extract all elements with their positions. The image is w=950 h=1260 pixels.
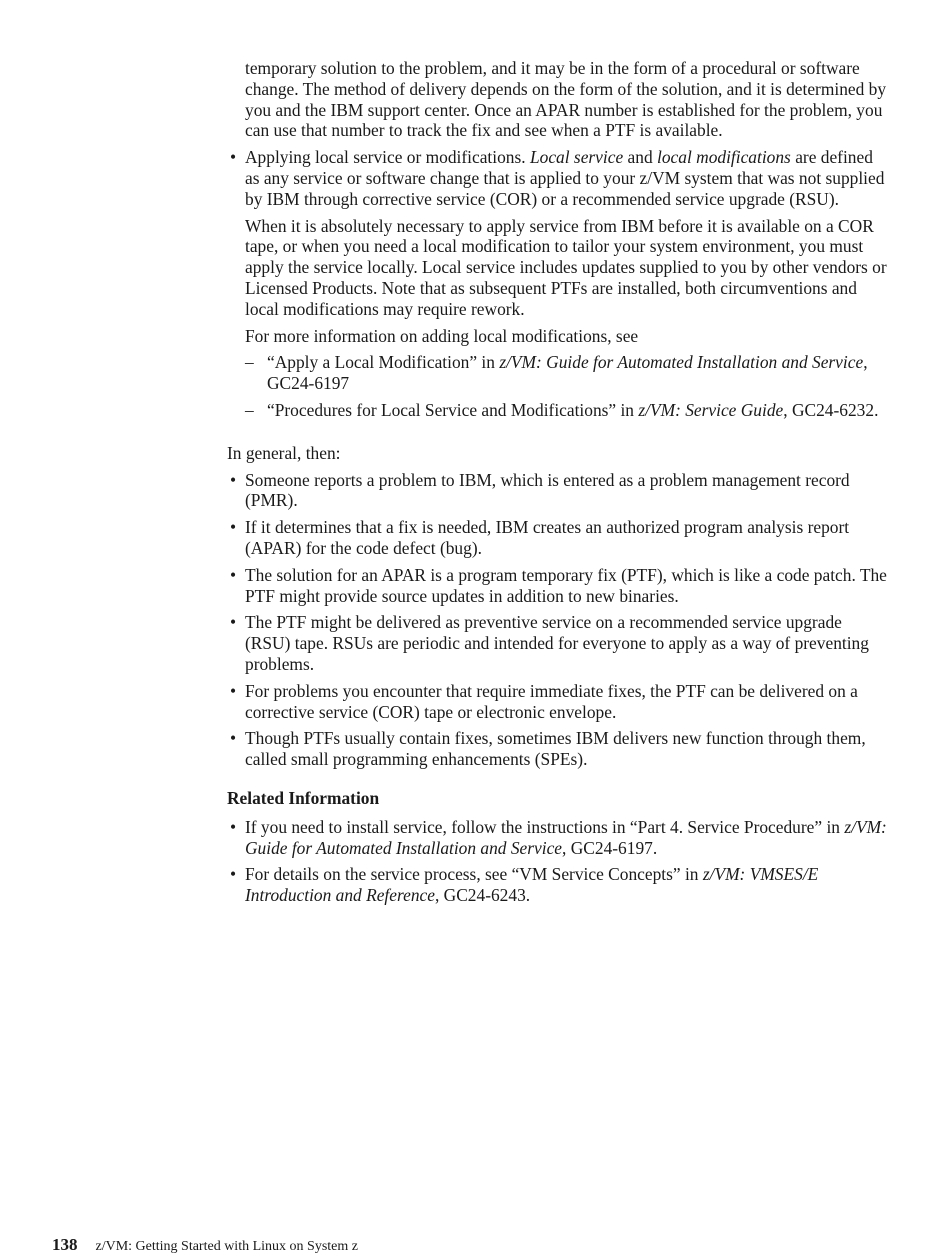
list-item <box>227 681 887 723</box>
bullet: • <box>229 816 237 837</box>
list-item <box>227 517 887 559</box>
reference-number: , GC24-6197 <box>267 352 868 394</box>
list-item <box>227 565 887 607</box>
reference-number: , GC24-6243. <box>434 885 531 906</box>
reference-number: , GC24-6232. <box>783 399 879 420</box>
reference-item <box>227 352 887 394</box>
general-intro: In general, then: <box>227 442 341 463</box>
book-title-link[interactable]: z/VM: Service Guide <box>638 399 784 420</box>
related-text: For details on the service process, see “VM Service Concepts” in <box>245 864 699 885</box>
page-footer <box>52 1235 358 1255</box>
term-local-service: Local service <box>529 147 624 168</box>
reference-text: “Apply a Local Modification” in <box>267 352 495 373</box>
bullet: • <box>229 612 237 633</box>
bullet: • <box>229 864 237 885</box>
book-title-link[interactable]: z/VM: VMSES/E Introduction and Reference <box>245 864 819 906</box>
bullet: • <box>229 517 237 538</box>
list-item-text: Someone reports a problem to IBM, which is entered as a problem management record (PMR). <box>245 469 850 511</box>
list-item-text: If it determines that a fix is needed, IBM creates an authorized program analysis report (APAR) for the code defect (bug). <box>245 517 850 558</box>
related-information-heading: Related Information <box>227 787 380 808</box>
book-title-link[interactable]: z/VM: Guide for Automated Installation and Service <box>499 352 864 373</box>
reference-number: , GC24-6197. <box>562 837 658 858</box>
list-item <box>227 728 887 770</box>
dash-marker: – <box>245 352 254 373</box>
list-item-local-service <box>227 147 887 346</box>
list-item-text: The solution for an APAR is a program temporary fix (PTF), which is like a code patch. The PTF might provide source updates in addition to new binaries. <box>245 564 887 606</box>
bullet: • <box>229 728 237 749</box>
related-text: If you need to install service, follow the instructions in “Part 4. Service Procedure” in <box>245 816 840 837</box>
bullet: • <box>229 680 237 701</box>
reference-text: “Procedures for Local Service and Modifications” in <box>267 399 635 420</box>
bullet: • <box>229 564 237 585</box>
conjunction: and <box>627 147 653 168</box>
related-item <box>227 864 887 906</box>
book-title-link[interactable]: z/VM: Guide for Automated Installation and Service <box>245 816 887 858</box>
more-info-paragraph: For more information on adding local modifications, see <box>245 325 639 346</box>
list-item-text: For problems you encounter that require immediate fixes, the PTF can be delivered on a corrective service (COR) tape or electronic envelope. <box>245 680 858 722</box>
page-number: 138 <box>52 1235 78 1254</box>
term-local-modifications: local modifications <box>657 147 791 168</box>
bullet: • <box>229 469 237 490</box>
local-service-paragraph: When it is absolutely necessary to apply service from IBM before it is available on a COR tape, or when you need a local modification to tailor your system environment, you must apply the service locally. Local service includes updates supplied to you by other vendors or Licensed Products. Note that as subsequent PTFs are installed, both circumventions and local modifications may require rework. <box>245 215 887 319</box>
local-intro: Applying local service or modifications. <box>245 147 526 168</box>
related-item <box>227 817 887 859</box>
dash-marker: – <box>245 399 254 420</box>
local-definition-rest: are defined as any service or software change that is applied to your z/VM system that was not supplied by IBM through corrective service (COR) or a recommended service upgrade (RSU). <box>245 147 885 209</box>
page-body <box>227 58 887 912</box>
continuation-paragraph: temporary solution to the problem, and it may be in the form of a procedural or software change. The method of delivery depends on the form of the solution, and it is determined by you and the IBM support center. Once an APAR number is established for the problem, you can use that number to track the fix and see when a PTF is available. <box>245 58 887 141</box>
bullet: • <box>229 147 237 168</box>
local-service-definition <box>245 147 887 209</box>
reference-item <box>227 400 887 421</box>
list-item <box>227 470 887 512</box>
list-item-text: The PTF might be delivered as preventive service on a recommended service upgrade (RSU) tape. RSUs are periodic and intended for everyone to apply as a way of preventing problems. <box>245 612 869 674</box>
list-item <box>227 612 887 674</box>
list-item-text: Though PTFs usually contain fixes, sometimes IBM delivers new function through them, called small programming enhancements (SPEs). <box>245 728 866 770</box>
running-footer-title: z/VM: Getting Started with Linux on System z <box>95 1239 358 1254</box>
